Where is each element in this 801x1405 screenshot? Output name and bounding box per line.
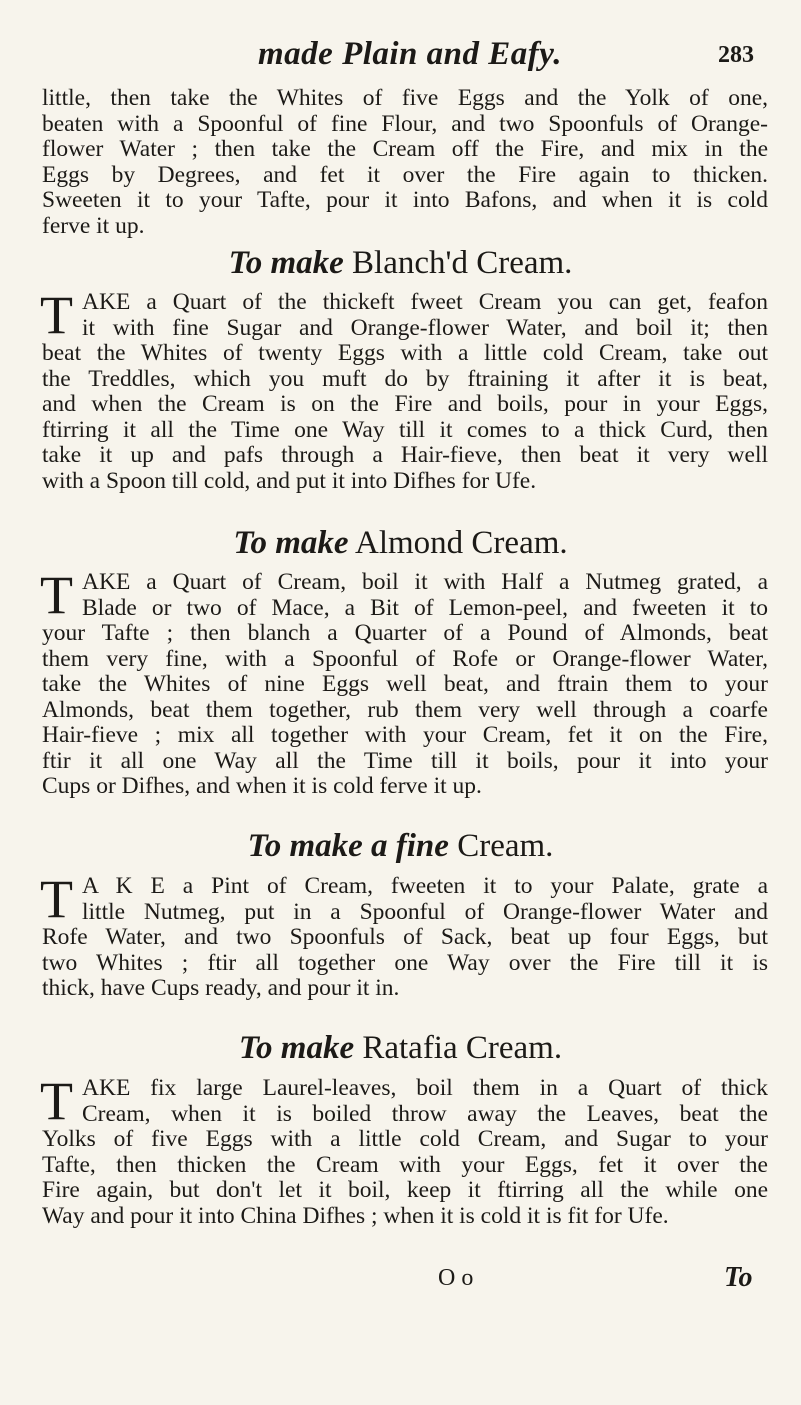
recipe-heading-title: Blanch'd Cream. — [352, 245, 573, 281]
recipe-heading-title: Ratafia Cream. — [362, 1030, 563, 1066]
text-line: Yolks of five Eggs with a little cold Cream, and Sugar to your — [42, 1126, 768, 1152]
text-line: take it up and pafs through a Hair-fieve, then beat it very well — [42, 442, 768, 468]
recipe-heading — [0, 245, 801, 282]
text-line: beaten with a Spoonful of fine Flour, and two Spoonfuls of Orange- — [42, 110, 768, 137]
intro-paragraph — [42, 86, 768, 239]
recipe-paragraph — [40, 869, 768, 1002]
recipe-heading-italic: To make a fine — [247, 828, 449, 864]
text-line: AKE a Quart of the thickeft fweet Cream you can get, feafon — [82, 289, 768, 315]
recipe-heading — [0, 1030, 801, 1067]
text-line: ferve it up. — [42, 212, 145, 239]
text-line: Fire again, but don't let it boil, keep it ftirring all the while one — [42, 1177, 768, 1203]
text-line: Blade or two of Mace, a Bit of Lemon-peel, and fweeten it to — [82, 594, 768, 621]
text-line: flower Water ; then take the Cream off the Fire, and mix in the — [42, 136, 768, 162]
text-line: little, then take the Whites of five Eggs and the Yolk of one, — [42, 85, 768, 111]
drop-cap: T — [40, 1071, 73, 1131]
text-line: ftir it all one Way all the Time till it boils, pour it into your — [42, 747, 768, 774]
text-line: Tafte, then thicken the Cream with your Eggs, fet it over the — [42, 1151, 768, 1178]
text-line: the Treddles, which you muft do by ftraining it after it is beat, — [42, 365, 768, 392]
text-line: Rofe Water, and two Spoonfuls of Sack, beat up four Eggs, but — [42, 924, 768, 950]
drop-cap: T — [40, 285, 73, 345]
recipe-paragraph — [40, 1071, 768, 1229]
text-line: AKE fix large Laurel-leaves, boil them in a Quart of thick — [82, 1075, 768, 1101]
recipe-heading — [0, 828, 801, 865]
recipe-heading-italic: To make — [238, 1030, 355, 1066]
text-line: them very fine, with a Spoonful of Rofe or Orange-flower Water, — [42, 645, 768, 672]
text-line: Almonds, beat them together, rub them very well through a coarfe — [42, 696, 768, 723]
text-line: and when the Cream is on the Fire and boils, pour in your Eggs, — [42, 391, 768, 417]
text-line: two Whites ; ftir all together one Way over the Fire till it is — [42, 949, 768, 976]
text-line: your Tafte ; then blanch a Quarter of a Pound of Almonds, beat — [42, 620, 768, 646]
running-head — [0, 36, 801, 76]
recipe-paragraph — [40, 565, 768, 800]
text-line: Cream, when it is boiled throw away the Leaves, beat the — [82, 1100, 768, 1127]
drop-cap: T — [40, 565, 73, 625]
text-line: ftirring it all the Time one Way till it comes to a thick Curd, then — [42, 416, 768, 443]
text-line: Way and pour it into China Difhes ; when it is cold it is fit for Ufe. — [42, 1202, 669, 1229]
text-line: thick, have Cups ready, and pour it in. — [42, 975, 400, 1001]
recipe-heading-italic: To make — [228, 245, 344, 281]
text-line: A K E a Pint of Cream, fweeten it to your Palate, grate a — [82, 873, 768, 899]
page-number: 283 — [718, 42, 754, 68]
text-line: Sweeten it to your Tafte, pour it into Bafons, and when it is cold — [42, 187, 768, 213]
text-line: AKE a Quart of Cream, boil it with Half a Nutmeg grated, a — [82, 569, 768, 595]
text-line: take the Whites of nine Eggs well beat, and ftrain them to your — [42, 671, 768, 697]
text-line: Cups or Difhes, and when it is cold ferve it up. — [42, 773, 482, 799]
drop-cap: T — [40, 869, 73, 929]
recipe-heading — [0, 525, 801, 562]
text-line: little Nutmeg, put in a Spoonful of Orange-flower Water and — [82, 898, 768, 925]
catchword: To — [724, 1262, 753, 1293]
signature-mark: O o — [438, 1265, 474, 1291]
running-head-title: made Plain and Eafy. — [258, 36, 562, 72]
text-line: Eggs by Degrees, and fet it over the Fire again to thicken. — [42, 161, 768, 188]
text-line: beat the Whites of twenty Eggs with a little cold Cream, take out — [42, 340, 768, 366]
text-line: it with fine Sugar and Orange-flower Water, and boil it; then — [82, 314, 768, 341]
recipe-heading-title: Cream. — [457, 828, 554, 864]
recipe-heading-title: Almond Cream. — [355, 525, 568, 561]
text-line: Hair-fieve ; mix all together with your Cream, fet it on the Fire, — [42, 722, 768, 748]
text-line: with a Spoon till cold, and put it into Difhes for Ufe. — [42, 467, 537, 494]
recipe-paragraph — [40, 285, 768, 494]
recipe-heading-italic: To make — [233, 525, 349, 561]
